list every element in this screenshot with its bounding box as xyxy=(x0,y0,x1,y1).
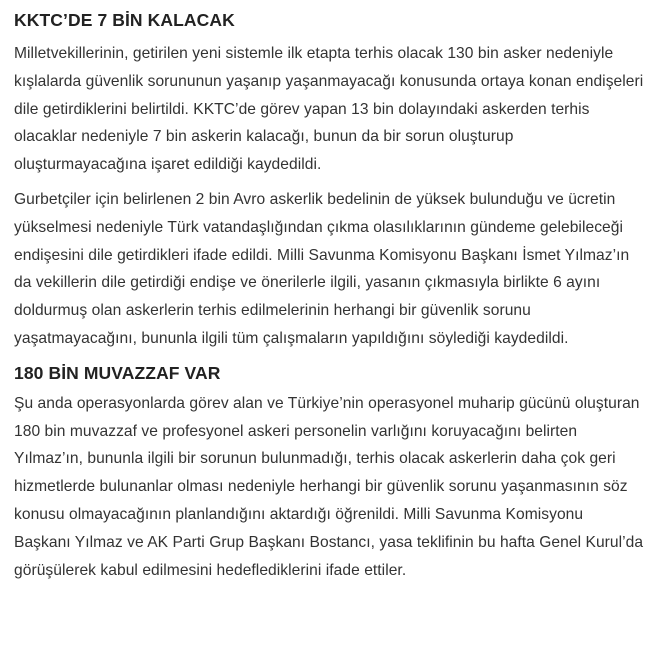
section-heading-muvazzaf: 180 BİN MUVAZZAF VAR xyxy=(14,362,221,383)
paragraph-muvazzaf-personnel: Şu anda operasyonlarda görev alan ve Türkiye’nin operasyonel muharip gücünü oluşturan 180 bin muvazzaf ve profesyonel askeri personelin varlığını koruyacağını belirten Yılmaz’ın, bununla ilgili bir sorunun bulunmadığı, terhis olacak askerlerin daha çok geri hizmetlerde bulunanlar olması nedeniyle herhangi bir güvenlik sorunu yaşanmasının söz konusu olmayacağının planlandığını aktardığı öğrenildi. Milli Savunma Komisyonu Başkanı Yılmaz ve AK Parti Grup Başkanı Bostancı, yasa teklifinin bu hafta Genel Kurul’da görüşülerek kabul edilmesini hedeflediklerini ifade ettiler. xyxy=(14,394,644,579)
section-heading-kktc: KKTC’DE 7 BİN KALACAK xyxy=(14,10,235,30)
article-body xyxy=(14,0,644,584)
paragraph-kktc-concerns: Milletvekillerinin, getirilen yeni sistemle ilk etapta terhis olacak 130 bin asker nedeniyle kışlalarda güvenlik sorununun yaşanıp yaşanmayacağı konusunda ortaya konan endişeleri dile getirdiklerini belirtildi. KKTC’de görev yapan 13 bin dolayındaki askerden terhis olacaklar nedeniyle 7 bin askerin kalacağı, bunun da bir sorun oluşturup oluşturmayacağına işaret edildiği kaydedildi. xyxy=(14,45,644,174)
paragraph-expat-fee: Gurbetçiler için belirlenen 2 bin Avro askerlik bedelinin de yüksek bulunduğu ve ücretin yükselmesi nedeniyle Türk vatandaşlığından çıkma olasılıklarının gündeme gelebileceği endişesini dile getirdikleri ifade edildi. Milli Savunma Komisyonu Başkanı İsmet Yılmaz’ın da vekillerin dile getirdiği endişe ve önerilerle ilgili, yasanın çıkmasıyla birlikte 6 ayını doldurmuş olan askerlerin terhis edilmelerinin herhangi bir güvenlik sorunu yaşatmayacağını, bununla ilgili tüm çalışmaların yapıldığını söylediği kaydedildi. xyxy=(14,190,630,347)
